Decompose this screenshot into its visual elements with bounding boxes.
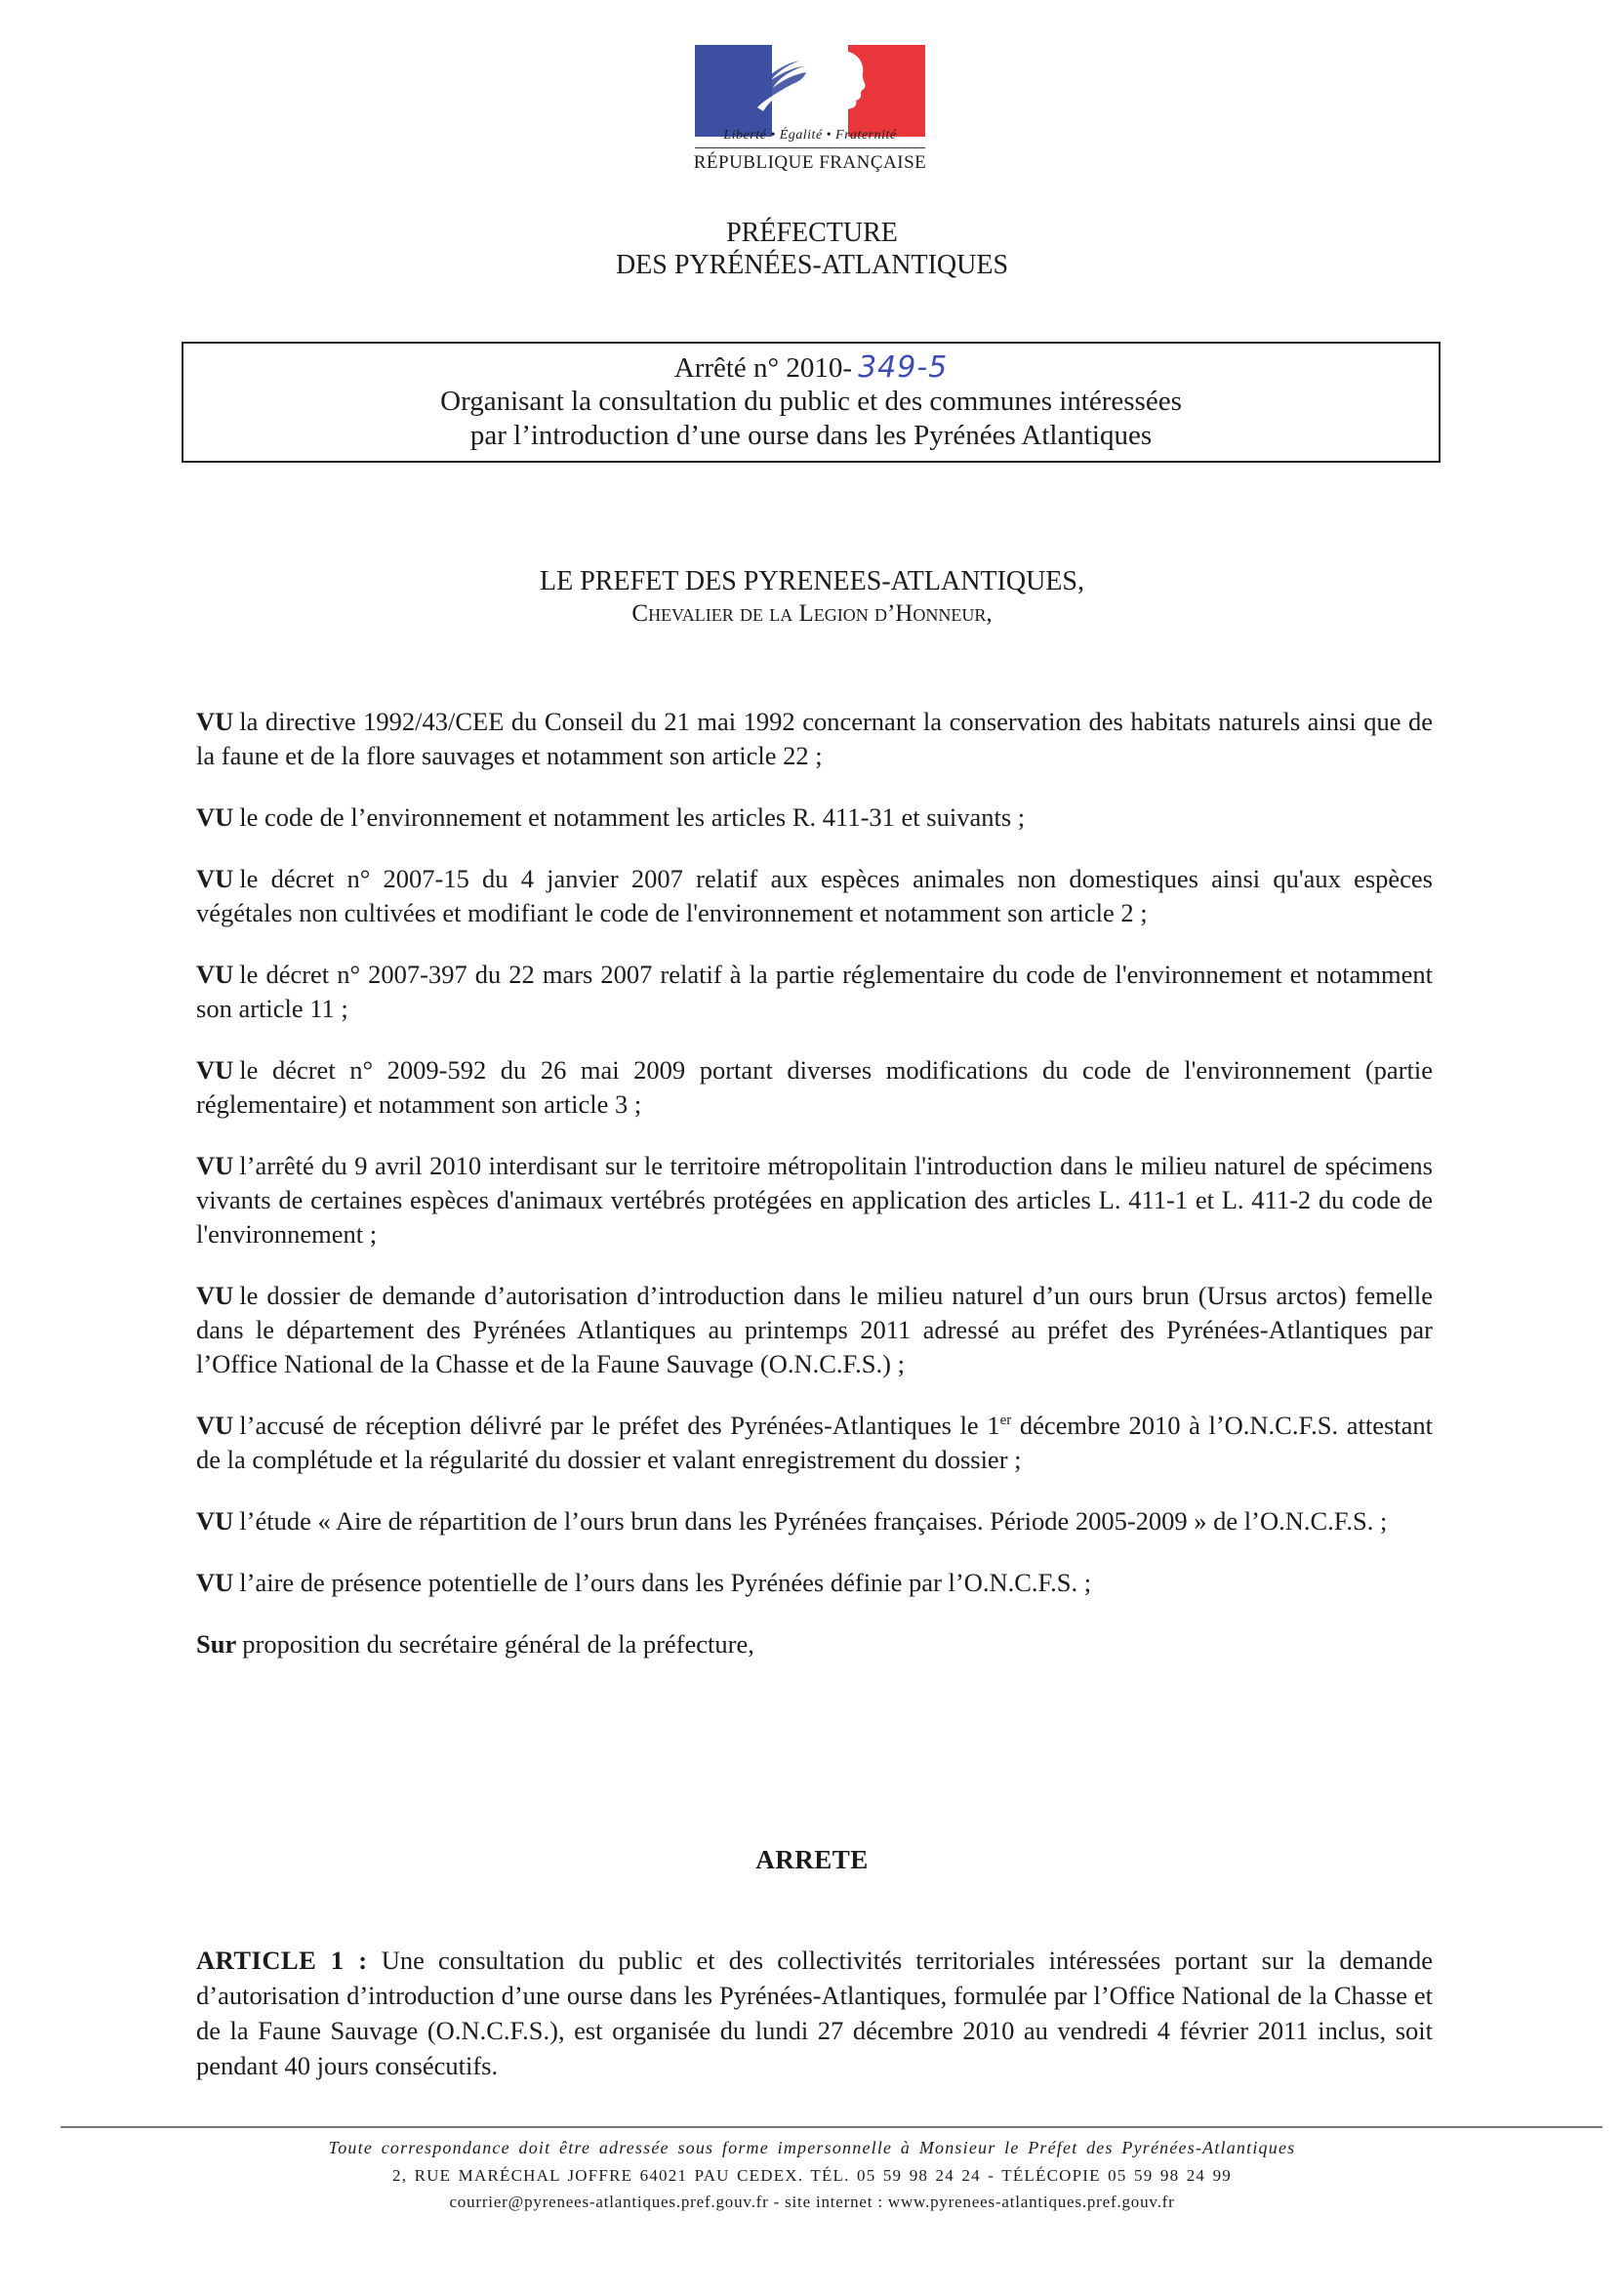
visa-lead: VU [196, 864, 234, 893]
visa-paragraph [196, 1504, 1433, 1538]
arrete-title-line-1: Organisant la consultation du public et des communes intéressées [440, 386, 1182, 417]
visa-paragraph [196, 1566, 1433, 1600]
article-1 [196, 1943, 1433, 2083]
article-label: ARTICLE 1 : [196, 1946, 368, 1975]
arrete-heading: ARRETE [755, 1845, 869, 1874]
proposition-text: proposition du secrétaire général de la préfecture, [242, 1629, 754, 1659]
arrete-number [183, 351, 1439, 385]
visa-text: le code de l’environnement et notamment les articles R. 411-31 et suivants ; [239, 802, 1026, 832]
visa-lead: VU [196, 1281, 234, 1310]
visa-text: la directive 1992/43/CEE du Conseil du 21 mai 1992 concernant la conservation des habitats naturels ainsi que de la faune et de la flore sauvages et notamment son article 22 ; [196, 707, 1433, 770]
visa-lead: VU [196, 1151, 234, 1180]
visa-lead: VU [196, 1506, 234, 1536]
visa-paragraph [196, 958, 1433, 1026]
visa-paragraph [196, 1053, 1433, 1122]
visa-text: l’aire de présence potentielle de l’ours dans les Pyrénées définie par l’O.N.C.F.S. ; [239, 1568, 1092, 1597]
visa-lead: VU [196, 1411, 234, 1440]
visa-lead: VU [196, 707, 234, 736]
handwritten-number: 349-5 [858, 350, 949, 385]
visa-paragraph [196, 1149, 1433, 1251]
visa-paragraph [196, 800, 1433, 835]
footer-contact: courrier@pyrenees-atlantiques.pref.gouv.fr - site internet : www.pyrenees-atlantiques.pref.gouv.fr [449, 2193, 1175, 2211]
prefecture-line-2: DES PYRÉNÉES-ATLANTIQUES [615, 250, 1009, 280]
footer-divider [61, 2126, 1603, 2128]
proposition-lead: Sur [196, 1629, 237, 1659]
prefet-honor: Chevalier de la Legion d’Honneur, [631, 600, 993, 627]
visa-paragraph [196, 1409, 1433, 1477]
divider [695, 147, 925, 148]
prefecture-line-1: PRÉFECTURE [726, 218, 898, 248]
prefet-title: LE PREFET DES PYRENEES-ATLANTIQUES, [540, 566, 1084, 596]
visa-text: le dossier de demande d’autorisation d’introduction dans le milieu naturel d’un ours brun (Ursus arctos) femelle dans le département des Pyrénées Atlantiques au printemps 2011 adressé au préfet des Pyrénées-Atlantiques par l’Office National de la Chasse et de la Faune Sauvage (O.N.C.F.S.) ; [196, 1281, 1433, 1378]
article-text: Une consultation du public et des collectivités territoriales intéressées portant sur la demande d’autorisation d’introduction d’une ourse dans les Pyrénées-Atlantiques, formulée par l’Office National de la Chasse et de la Faune Sauvage (O.N.C.F.S.), est organisée du lundi 27 décembre 2010 au vendredi 4 février 2011 inclus, soit pendant 40 jours consécutifs. [196, 1946, 1433, 2080]
arrete-title-box [182, 342, 1441, 463]
republic-motto: Liberté • Égalité • Fraternité [723, 128, 897, 143]
footer-address: 2, RUE MARÉCHAL JOFFRE 64021 PAU CEDEX. TÉL. 05 59 98 24 24 - TÉLÉCOPIE 05 59 98 24 99 [392, 2166, 1232, 2185]
visa-text: l’étude « Aire de répartition de l’ours brun dans les Pyrénées françaises. Période 2005-2009 » de l’O.N.C.F.S. ; [239, 1506, 1388, 1536]
marianne-logo [695, 45, 925, 137]
visa-text: l’accusé de réception délivré par le préfet des Pyrénées-Atlantiques le 1 [239, 1411, 1000, 1440]
arrete-number-prefix: Arrêté n° 2010- [673, 352, 853, 384]
visa-text: le décret n° 2009-592 du 26 mai 2009 portant diverses modifications du code de l'environnement (partie réglementaire) et notamment son article 3 ; [196, 1055, 1433, 1119]
visa-text: l’arrêté du 9 avril 2010 interdisant sur le territoire métropolitain l'introduction dans le milieu naturel de spécimens vivants de certaines espèces d'animaux vertébrés protégées en application des articles L. 411-1 et L. 411-2 du code de l'environnement ; [196, 1151, 1433, 1249]
visa-lead: VU [196, 960, 234, 989]
visa-text: décembre 2010 à l’O.N.C.F.S. attestant de la complétude et la régularité du dossier et valant enregistrement du dossier ; [196, 1411, 1434, 1474]
visa-text: le décret n° 2007-15 du 4 janvier 2007 relatif aux espèces animales non domestiques ainsi qu'aux espèces végétales non cultivées et modifiant le code de l'environnement et notamment son article 2 ; [196, 864, 1433, 927]
visa-paragraph [196, 862, 1433, 930]
visa-lead: VU [196, 802, 234, 832]
prefecture-heading [422, 217, 1202, 281]
republic-name: RÉPUBLIQUE FRANÇAISE [693, 152, 927, 173]
proposition-paragraph [196, 1627, 1433, 1661]
visas-section [196, 705, 1433, 1689]
visa-paragraph [196, 705, 1433, 773]
arrete-title-line-2: par l’introduction d’une ourse dans les Pyrénées Atlantiques [469, 420, 1153, 451]
superscript: er [999, 1413, 1012, 1429]
visa-lead: VU [196, 1055, 234, 1085]
visa-text: le décret n° 2007-397 du 22 mars 2007 relatif à la partie réglementaire du code de l'environnement et notamment son article 11 ; [196, 960, 1433, 1023]
footer-correspondence: Toute correspondance doit être adressée sous forme impersonnelle à Monsieur le Préfet des Pyrénées-Atlantiques [328, 2138, 1296, 2157]
visa-lead: VU [196, 1568, 234, 1597]
visa-paragraph [196, 1279, 1433, 1381]
